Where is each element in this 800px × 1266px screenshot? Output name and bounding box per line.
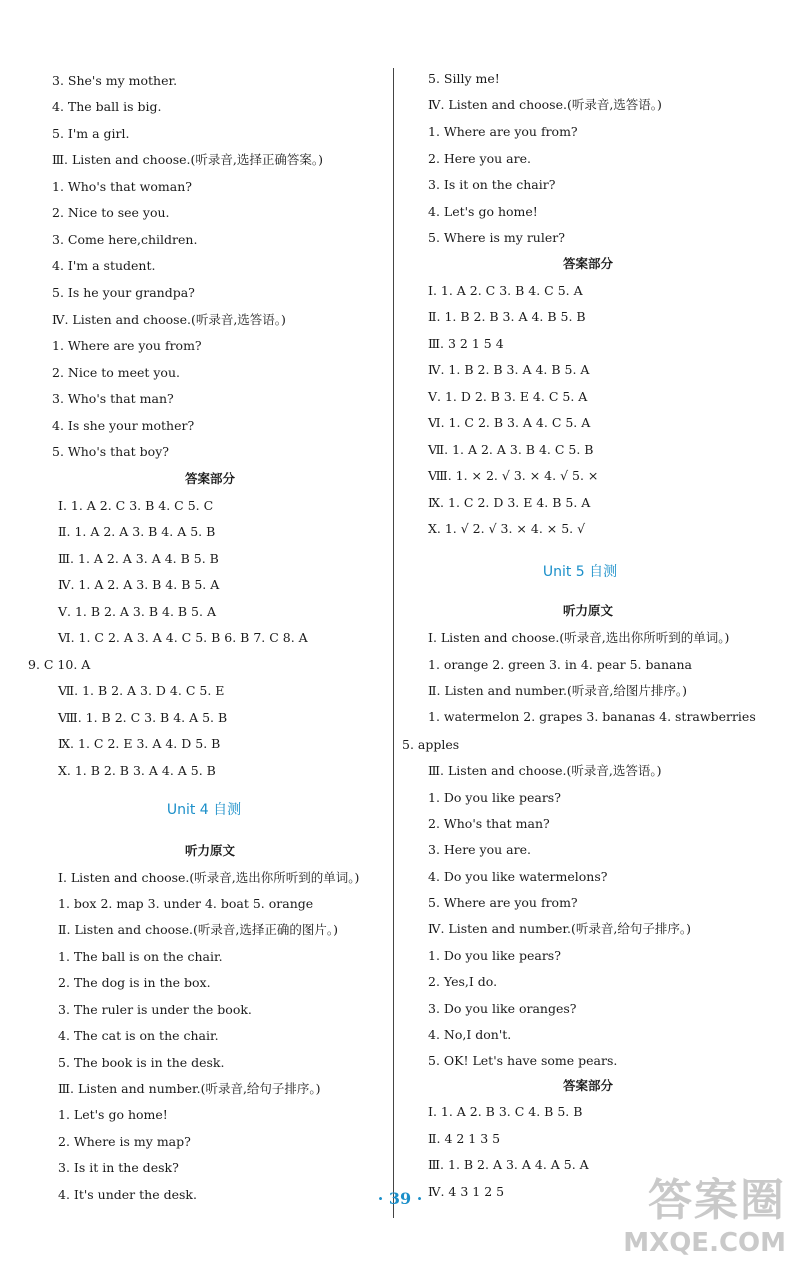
text-line: 5. Where is my ruler?	[428, 230, 565, 245]
answer-section-title: 答案部分	[184, 471, 235, 486]
text-line: 3. She's my mother.	[52, 73, 178, 88]
answer-line: Ⅷ. 1. B 2. C 3. B 4. A 5. B	[58, 710, 228, 725]
answer-line: Ⅰ. 1. A 2. B 3. C 4. B 5. B	[428, 1104, 583, 1119]
text-line: 1. Do you like pears?	[428, 948, 561, 963]
answer-line: Ⅶ. 1. B 2. A 3. D 4. C 5. E	[58, 683, 225, 698]
answer-line: Ⅸ. 1. C 2. E 3. A 4. D 5. B	[58, 736, 221, 751]
answer-section-title: 答案部分	[562, 1078, 613, 1093]
answer-line: Ⅰ. 1. A 2. C 3. B 4. C 5. C	[58, 498, 214, 513]
answer-line: 9. C 10. A	[28, 657, 91, 672]
answer-line: Ⅵ. 1. C 2. B 3. A 4. C 5. A	[428, 415, 591, 430]
text-line: 3. Who's that man?	[52, 391, 174, 406]
text-line: 1. Do you like pears?	[428, 790, 561, 805]
section-heading: Ⅱ. Listen and number.(听录音,给图片排序。)	[428, 683, 687, 698]
unit-title: Unit 5 自测	[542, 564, 618, 580]
text-line: 3. Do you like oranges?	[428, 1001, 577, 1016]
section-heading: Ⅰ. Listen and choose.(听录音,选出你所听到的单词。)	[58, 870, 360, 885]
text-line: 4. Is she your mother?	[52, 418, 195, 433]
answer-line: Ⅲ. 1. A 2. A 3. A 4. B 5. B	[58, 551, 219, 566]
answer-section-title: 答案部分	[562, 256, 613, 271]
text-line: 1. orange 2. green 3. in 4. pear 5. banana	[428, 657, 692, 672]
text-line: 5. apples	[402, 737, 460, 752]
answer-line: Ⅱ. 1. B 2. B 3. A 4. B 5. B	[428, 309, 586, 324]
text-line: 2. The dog is in the box.	[58, 975, 211, 990]
text-line: 4. The cat is on the chair.	[58, 1028, 219, 1043]
page-number: · 39 ·	[377, 1189, 423, 1208]
text-line: 3. Is it in the desk?	[58, 1160, 179, 1175]
text-line: 5. Where are you from?	[428, 895, 578, 910]
text-line: 5. Silly me!	[428, 71, 500, 86]
answer-line: Ⅲ. 3 2 1 5 4	[428, 336, 504, 351]
text-line: 2. Here you are.	[428, 151, 531, 166]
answer-line: Ⅹ. 1. √ 2. √ 3. × 4. × 5. √	[428, 521, 586, 536]
answer-line: Ⅴ. 1. B 2. A 3. B 4. B 5. A	[58, 604, 216, 619]
column-divider	[393, 68, 394, 1218]
text-line: 5. The book is in the desk.	[58, 1055, 225, 1070]
text-line: 1. Where are you from?	[52, 338, 202, 353]
watermark-url: MXQE.COM	[623, 1228, 786, 1258]
text-line: 2. Nice to meet you.	[52, 365, 180, 380]
unit-title: Unit 4 自测	[166, 802, 242, 818]
section-heading: Ⅲ. Listen and choose.(听录音,选择正确答案。)	[52, 152, 324, 167]
answer-line: Ⅱ. 1. A 2. A 3. B 4. A 5. B	[58, 524, 216, 539]
answer-line: Ⅹ. 1. B 2. B 3. A 4. A 5. B	[58, 763, 216, 778]
answer-line: Ⅵ. 1. C 2. A 3. A 4. C 5. B 6. B 7. C 8. A	[58, 630, 308, 645]
text-line: 4. The ball is big.	[52, 99, 162, 114]
text-line: 3. Is it on the chair?	[428, 177, 556, 192]
answer-line: Ⅱ. 4 2 1 3 5	[428, 1131, 501, 1146]
text-line: 3. Come here,children.	[52, 232, 198, 247]
text-line: 3. The ruler is under the book.	[58, 1002, 252, 1017]
text-line: 5. I'm a girl.	[52, 126, 130, 141]
section-heading: Ⅳ. Listen and choose.(听录音,选答语。)	[428, 97, 662, 112]
answer-line: Ⅸ. 1. C 2. D 3. E 4. B 5. A	[428, 495, 591, 510]
text-line: 2. Nice to see you.	[52, 205, 170, 220]
answer-line: Ⅶ. 1. A 2. A 3. B 4. C 5. B	[428, 442, 594, 457]
text-line: 4. It's under the desk.	[58, 1187, 197, 1202]
text-line: 2. Who's that man?	[428, 816, 550, 831]
section-heading: Ⅲ. Listen and choose.(听录音,选答语。)	[428, 763, 662, 778]
answer-line: Ⅷ. 1. × 2. √ 3. × 4. √ 5. ×	[428, 468, 599, 483]
section-heading: Ⅳ. Listen and choose.(听录音,选答语。)	[52, 312, 286, 327]
text-line: 1. The ball is on the chair.	[58, 949, 223, 964]
section-heading: Ⅰ. Listen and choose.(听录音,选出你所听到的单词。)	[428, 630, 730, 645]
text-line: 1. Where are you from?	[428, 124, 578, 139]
answer-line: Ⅳ. 1. A 2. A 3. B 4. B 5. A	[58, 577, 220, 592]
text-line: 4. I'm a student.	[52, 258, 156, 273]
answer-line: Ⅳ. 1. B 2. B 3. A 4. B 5. A	[428, 362, 590, 377]
text-line: 3. Here you are.	[428, 842, 531, 857]
text-line: 4. Let's go home!	[428, 204, 538, 219]
listening-script-title: 听力原文	[184, 843, 235, 858]
answer-line: Ⅲ. 1. B 2. A 3. A 4. A 5. A	[428, 1157, 589, 1172]
text-line: 5. Is he your grandpa?	[52, 285, 195, 300]
answer-line: Ⅳ. 4 3 1 2 5	[428, 1184, 505, 1199]
text-line: 1. Who's that woman?	[52, 179, 192, 194]
text-line: 2. Yes,I do.	[428, 974, 498, 989]
answer-line: Ⅰ. 1. A 2. C 3. B 4. C 5. A	[428, 283, 583, 298]
listening-script-title: 听力原文	[562, 603, 613, 618]
text-line: 5. Who's that boy?	[52, 444, 169, 459]
text-line: 1. watermelon 2. grapes 3. bananas 4. strawberries	[428, 709, 756, 724]
section-heading: Ⅲ. Listen and number.(听录音,给句子排序。)	[58, 1081, 321, 1096]
watermark-logo	[623, 1164, 786, 1258]
section-heading: Ⅳ. Listen and number.(听录音,给句子排序。)	[428, 921, 691, 936]
text-line: 2. Where is my map?	[58, 1134, 191, 1149]
section-heading: Ⅱ. Listen and choose.(听录音,选择正确的图片。)	[58, 922, 338, 937]
watermark-text: 答案圈	[648, 1175, 786, 1226]
text-line: 1. box 2. map 3. under 4. boat 5. orange	[58, 896, 314, 911]
text-line: 5. OK! Let's have some pears.	[428, 1053, 618, 1068]
answer-line: Ⅴ. 1. D 2. B 3. E 4. C 5. A	[428, 389, 588, 404]
text-line: 4. Do you like watermelons?	[428, 869, 608, 884]
text-line: 1. Let's go home!	[58, 1107, 168, 1122]
text-line: 4. No,I don't.	[428, 1027, 512, 1042]
